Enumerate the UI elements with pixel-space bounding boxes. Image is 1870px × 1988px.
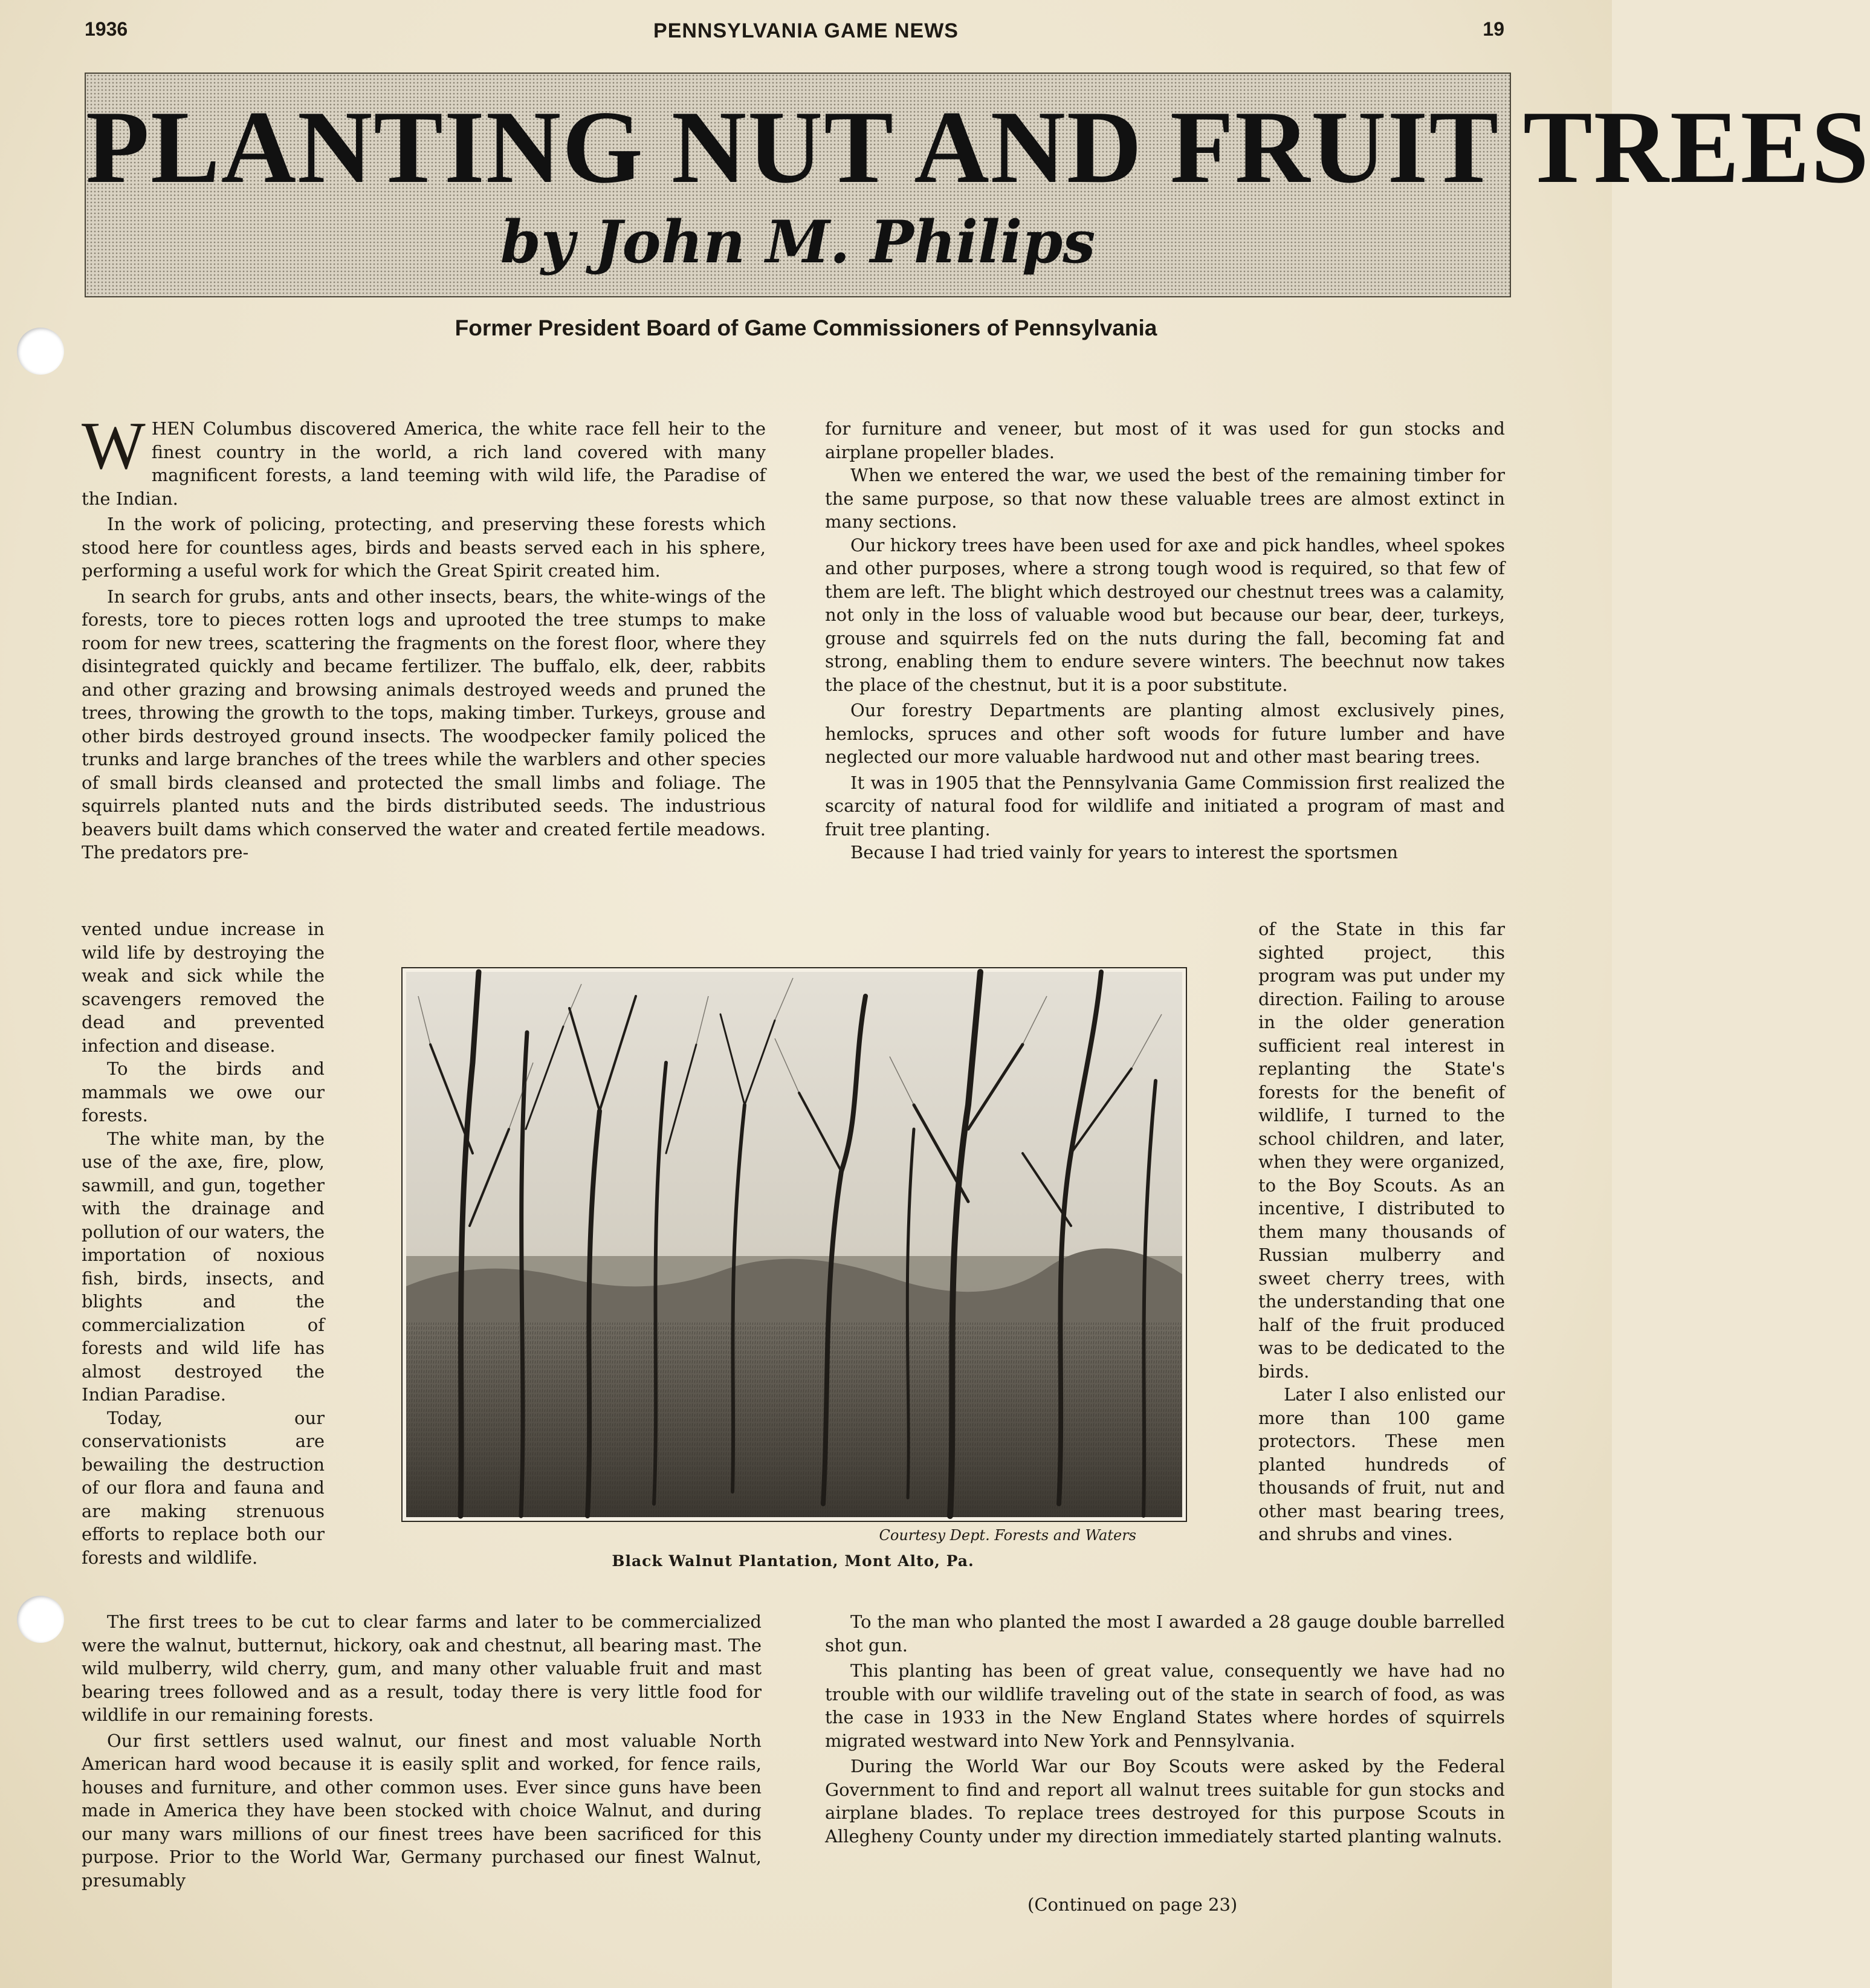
paragraph: In the work of policing, protecting, and preserving these forests which stood here for countless ages, birds and beasts served each in his sphere, performing a useful work for which the Great Spirit created him. xyxy=(82,514,766,581)
running-header xyxy=(0,18,1612,54)
binder-hole-bottom xyxy=(17,1596,64,1643)
paragraph: Because I had tried vainly for years to interest the sportsmen xyxy=(850,842,1398,863)
photo-caption: Black Walnut Plantation, Mont Alto, Pa. xyxy=(612,1552,974,1570)
paragraph xyxy=(82,409,766,510)
header-page-number: 19 xyxy=(1483,18,1504,40)
paragraph: It was in 1905 that the Pennsylvania Game Commission first realized the scarcity of natural food for wildlife and initiated a program of mast and fruit tree planting. xyxy=(825,772,1505,840)
column-2-top xyxy=(825,417,1505,864)
continued-note: (Continued on page 23) xyxy=(1027,1894,1238,1915)
paragraph: Today, our conservationists are bewailing the destruction of our flora and fauna and are making strenuous efforts to replace both our forests and wildlife. xyxy=(82,1407,325,1568)
article-byline: by John M. Philips xyxy=(500,208,1096,276)
paragraph: Our first settlers used walnut, our finest and most valuable North American hard wood because it is easily split and worked, for fence rails, houses and furniture, and other common uses. Ever since guns have been made in America they have been stocked with choice Walnut, and during our many wars millions of our finest trees have been sacrificed for this purpose. Prior to the World War, Germany purchased our finest Walnut, presumably xyxy=(82,1730,762,1891)
paragraph: During the World War our Boy Scouts were asked by the Federal Government to find and report all walnut trees suitable for gun stocks and airplane blades. To replace trees destroyed for this purpose Scouts in Allegheny County under my direction immediately started planting walnuts. xyxy=(825,1756,1505,1847)
article-title: PLANTING NUT AND FRUIT TREES xyxy=(86,90,1870,205)
photo-credit: Courtesy Dept. Forests and Waters xyxy=(879,1527,1136,1544)
column-2-narrow xyxy=(1258,918,1505,1546)
paragraph-text: HEN Columbus discovered America, the white race fell heir to the finest country in the world, a rich land covered with many magnificent forests, a land teeming with wild life, the Paradise of the Indian. xyxy=(82,418,766,509)
paragraph: for furniture and veneer, but most of it was used for gun stocks and airplane propeller blades. xyxy=(825,418,1505,462)
paragraph: Our forestry Departments are planting almost exclusively pines, hemlocks, spruces and other soft woods for future lumber and have neglected our more valuable hardwood nut and other mast bearing trees. xyxy=(825,700,1505,767)
drop-cap: W xyxy=(82,409,146,484)
article-subtitle: Former President Board of Game Commissioners of Pennsylvania xyxy=(455,316,1157,340)
paragraph: To the man who planted the most I awarded a 28 gauge double barrelled shot gun. xyxy=(825,1611,1505,1656)
paragraph: Later I also enlisted our more than 100 game protectors. These men planted hundreds of thousands of fruit, nut and other mast bearing trees, and shrubs and vines. xyxy=(1258,1384,1505,1544)
header-magazine-title: PENNSYLVANIA GAME NEWS xyxy=(653,19,959,42)
paragraph: The first trees to be cut to clear farms and later to be commercialized were the walnut, butternut, hickory, oak and chestnut, all bearing mast. The wild mulberry, wild cherry, gum, and many other valuable fruit and mast bearing trees followed and as a result, today there is very little food for wildlife in our remaining forests. xyxy=(82,1611,762,1725)
paragraph: This planting has been of great value, consequently we have had no trouble with our wildlife traveling out of the state in search of food, as was the case in 1933 in the New England States where hordes of squirrels migrated westward into New York and Pennsylvania. xyxy=(825,1660,1505,1751)
title-banner xyxy=(85,73,1870,297)
paragraph: of the State in this far sighted project, this program was put under my direction. Failing to arouse in the older generation sufficient real interest in replanting the State's forests for the benefit of wildlife, I turned to the school children, and later, when they were organized, to the Boy Scouts. As an incentive, I distributed to them many thousands of Russian mulberry and sweet cherry trees, with the understanding that one half of the fruit produced was to be dedicated to the birds. xyxy=(1258,919,1505,1382)
column-1-bottom xyxy=(82,1610,762,1892)
paragraph: To the birds and mammals we owe our forests. xyxy=(82,1058,325,1125)
walnut-plantation-photo xyxy=(406,972,1182,1517)
paragraph: In search for grubs, ants and other insects, bears, the white-wings of the forests, tore to pieces rotten logs and uprooted the tree stumps to make room for new trees, scattering the fragments on the forest floor, where they disintegrated quickly and became fertilizer. The buffalo, elk, deer, rabbits and other grazing and browsing animals destroyed weeds and pruned the trees, throwing the growth to the tops, making timber. Turkeys, grouse and other birds destroyed ground insects. The woodpecker family policed the trunks and large branches of the trees while the warblers and other species of small birds cleansed and protected the small limbs and foliage. The squirrels planted nuts and the birds distributed seeds. The industrious beavers built dams which conserved the water and created fertile meadows. The predators pre- xyxy=(82,586,766,863)
paragraph: Our hickory trees have been used for axe and pick handles, wheel spokes and other purposes, where a strong tough wood is required, so that few of them are left. The blight which destroyed our chestnut trees was a calamity, not only in the loss of valuable wood but because our bear, deer, turkeys, grouse and squirrels fed on the nuts during the fall, becoming fat and strong, enabling them to endure severe winters. The beechnut now takes the place of the chestnut, but it is a poor substitute. xyxy=(825,534,1505,695)
header-year: 1936 xyxy=(85,18,128,40)
column-2-bottom xyxy=(825,1610,1505,1848)
paragraph: The white man, by the use of the axe, fire, plow, sawmill, and gun, together with the drainage and pollution of our waters, the importation of noxious fish, birds, insects, and blights and the commercialization of forests and wild life has almost destroyed the Indian Paradise. xyxy=(82,1128,325,1405)
paragraph: When we entered the war, we used the best of the remaining timber for the same purpose, so that now these valuable trees are almost extinct in many sections. xyxy=(825,465,1505,532)
column-1-top xyxy=(82,409,766,864)
paragraph: vented undue increase in wild life by destroying the weak and sick while the scavengers removed the dead and prevented infection and disease. xyxy=(82,919,325,1056)
photo-frame xyxy=(401,967,1187,1522)
column-1-narrow xyxy=(82,918,325,1569)
